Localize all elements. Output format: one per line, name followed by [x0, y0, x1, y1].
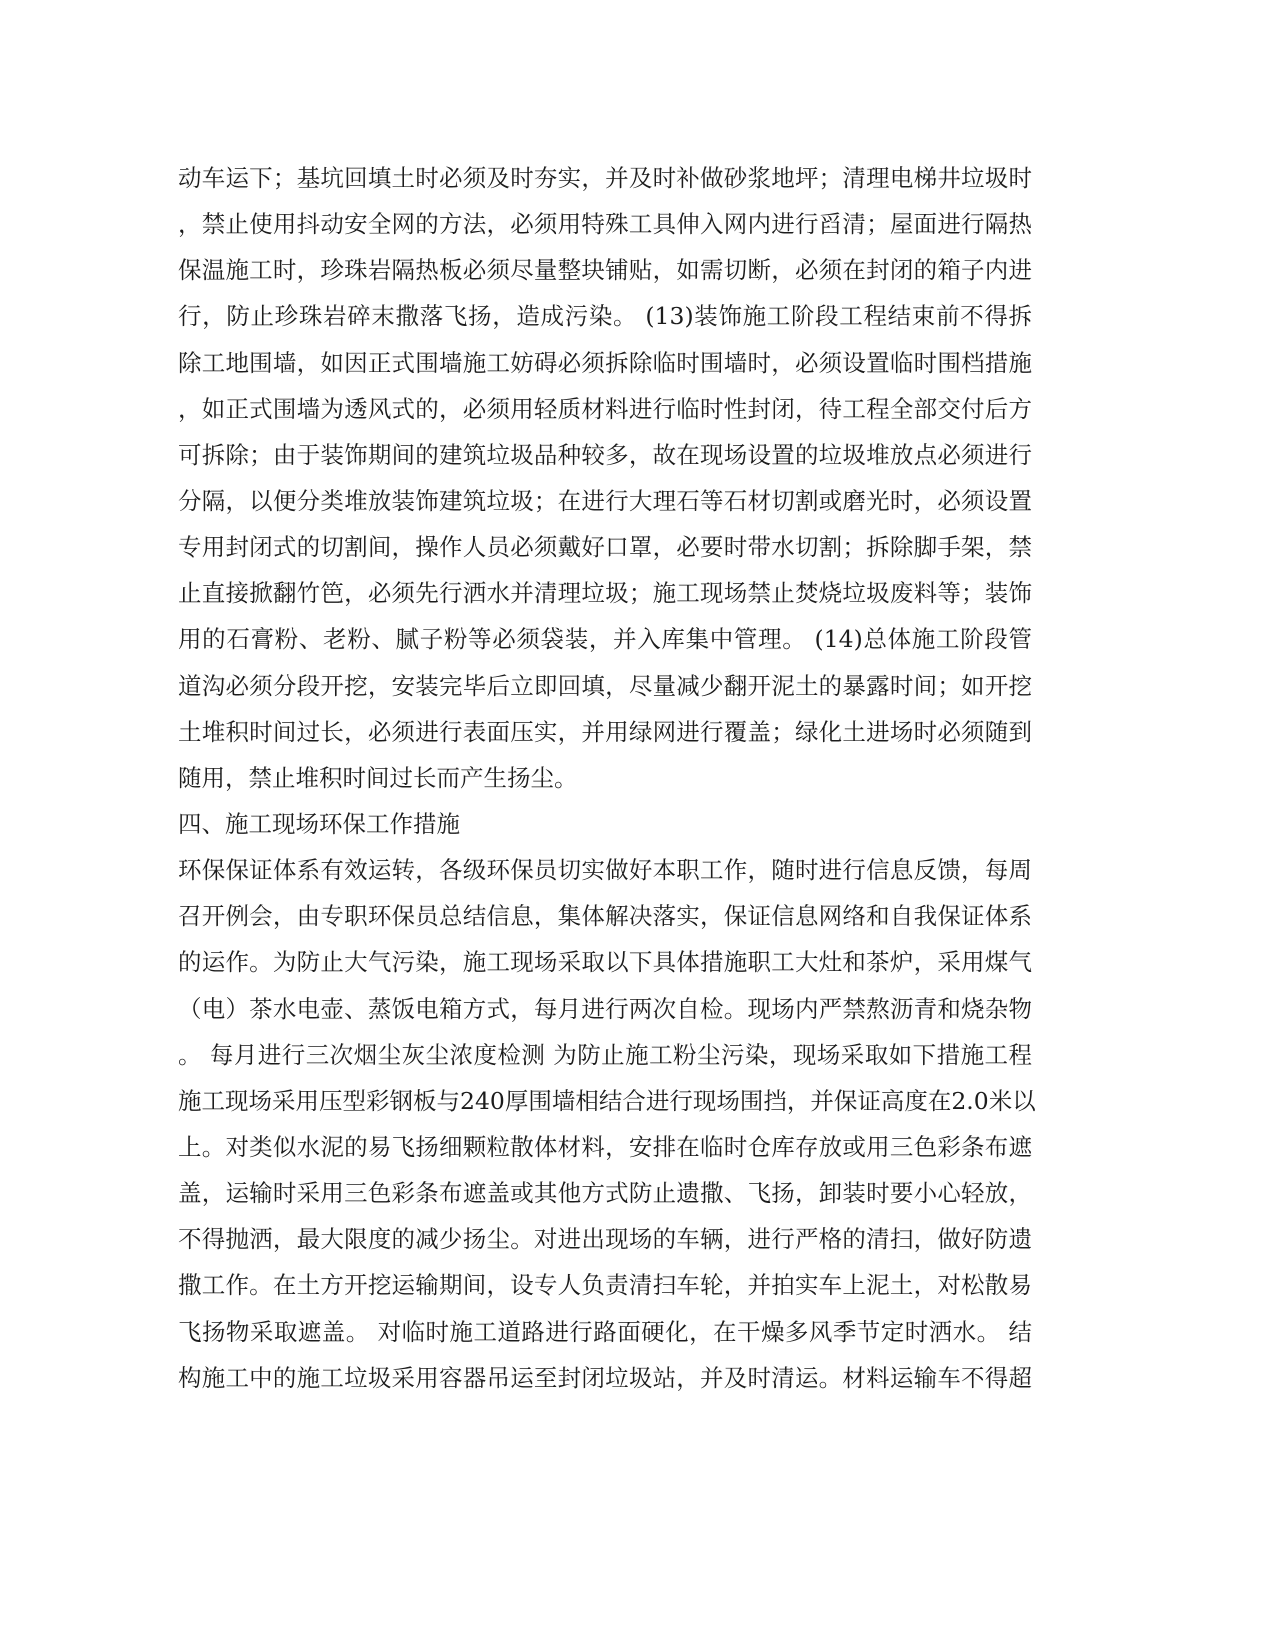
paragraph-line: 专用封闭式的切割间，操作人员必须戴好口罩，必要时带水切割；拆除脚手架，禁: [178, 533, 1032, 562]
paragraph: [178, 847, 1036, 1401]
paragraph-line: 的运作。为防止大气污染，施工现场采取以下具体措施职工大灶和茶炉，采用煤气: [178, 948, 1032, 977]
paragraph-line: 。 每月进行三次烟尘灰尘浓度检测 为防止施工粉尘污染，现场采取如下措施工程: [178, 1040, 1032, 1069]
paragraph-line: 飞扬物采取遮盖。 对临时施工道路进行路面硬化，在干燥多风季节定时洒水。 结: [178, 1317, 1032, 1346]
paragraph-line: 用的石膏粉、老粉、腻子粉等必须袋装，并入库集中管理。 (14)总体施工阶段管: [178, 625, 1032, 654]
paragraph-line: 盖，运输时采用三色彩条布遮盖或其他方式防止遗撒、飞扬，卸装时要小心轻放，: [178, 1179, 1032, 1208]
paragraph-line: 行，防止珍珠岩碎末撒落飞扬，造成污染。 (13)装饰施工阶段工程结束前不得拆: [178, 302, 1032, 331]
paragraph: [178, 155, 1032, 801]
paragraph-line: 上。对类似水泥的易飞扬细颗粒散体材料，安排在临时仓库存放或用三色彩条布遮: [178, 1132, 1032, 1161]
paragraph-line: 土堆积时间过长，必须进行表面压实，并用绿网进行覆盖；绿化土进场时必须随到: [178, 717, 1032, 746]
paragraph-line: 撒工作。在土方开挖运输期间，设专人负责清扫车轮，并拍实车上泥土，对松散易: [178, 1271, 1032, 1300]
paragraph-line: 除工地围墙，如因正式围墙施工妨碍必须拆除临时围墙时，必须设置临时围档措施: [178, 348, 1032, 377]
paragraph-line: 环保保证体系有效运转，各级环保员切实做好本职工作，随时进行信息反馈，每周: [178, 856, 1032, 885]
paragraph-line: （电）茶水电壶、蒸饭电箱方式，每月进行两次自检。现场内严禁熬沥青和烧杂物: [178, 994, 1032, 1023]
paragraph-line: 施工现场采用压型彩钢板与240厚围墙相结合进行现场围挡，并保证高度在2.0米以: [178, 1086, 1036, 1115]
paragraph-line: 分隔，以便分类堆放装饰建筑垃圾；在进行大理石等石材切割或磨光时，必须设置: [178, 486, 1032, 515]
paragraph-line: 召开例会，由专职环保员总结信息，集体解决落实，保证信息网络和自我保证体系: [178, 902, 1032, 931]
document-body: [178, 155, 1036, 1401]
paragraph-line: ，如正式围墙为透风式的，必须用轻质材料进行临时性封闭，待工程全部交付后方: [178, 394, 1032, 423]
paragraph-line: 动车运下；基坑回填土时必须及时夯实，并及时补做砂浆地坪；清理电梯井垃圾时: [178, 164, 1032, 192]
paragraph-line: 保温施工时，珍珠岩隔热板必须尽量整块铺贴，如需切断，必须在封闭的箱子内进: [178, 256, 1032, 285]
paragraph-line: ，禁止使用抖动安全网的方法，必须用特殊工具伸入网内进行舀清；屋面进行隔热: [178, 210, 1032, 239]
paragraph-line: 构施工中的施工垃圾采用容器吊运至封闭垃圾站，并及时清运。材料运输车不得超: [178, 1363, 1032, 1392]
paragraph-line: 不得抛洒，最大限度的减少扬尘。对进出现场的车辆，进行严格的清扫，做好防遗: [178, 1225, 1032, 1254]
paragraph-line: 可拆除；由于装饰期间的建筑垃圾品种较多，故在现场设置的垃圾堆放点必须进行: [178, 440, 1032, 469]
paragraph-line: 道沟必须分段开挖，安装完毕后立即回填，尽量减少翻开泥土的暴露时间；如开挖: [178, 671, 1032, 700]
paragraph-line: 止直接掀翻竹笆，必须先行洒水并清理垃圾；施工现场禁止焚烧垃圾废料等；装饰: [178, 579, 1032, 608]
section-heading: 四、施工现场环保工作措施: [178, 809, 460, 838]
paragraph-line: 随用，禁止堆积时间过长而产生扬尘。: [178, 763, 578, 792]
